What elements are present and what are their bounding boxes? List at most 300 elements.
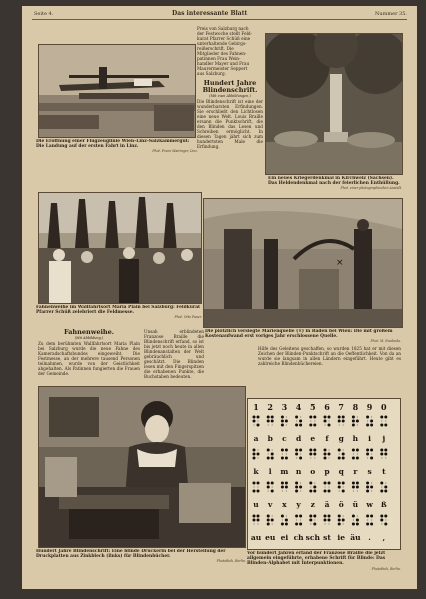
braille-dot: [271, 482, 274, 485]
braille-dot: [285, 457, 288, 460]
braille-cell: [253, 515, 260, 525]
braille-dot: [271, 519, 274, 522]
braille-dot: [271, 416, 274, 419]
braille-dot: [267, 449, 270, 452]
braille-dot: [310, 486, 311, 487]
braille-dot: [338, 482, 341, 485]
braille-cell: [366, 449, 373, 460]
braille-cell: [380, 416, 387, 427]
braille-dot: [384, 490, 387, 493]
braille-dot: [380, 449, 383, 452]
braille-cell: [352, 515, 359, 526]
braille-dot: [356, 482, 359, 485]
braille-dot: [328, 449, 329, 450]
braille-dot: [339, 453, 340, 454]
page-header: [22, 6, 417, 20]
braille-letter-label: h: [352, 434, 359, 443]
braille-dot: [371, 490, 372, 491]
braille-dot: [342, 416, 345, 419]
braille-dot: [257, 424, 260, 427]
braille-dot: [309, 453, 312, 456]
braille-dot: [253, 420, 256, 423]
braille-dot: [357, 424, 358, 425]
braille-dot: [295, 486, 298, 489]
braille-dot: [371, 482, 372, 483]
memorial-photo: [265, 33, 403, 175]
braille-dot: [295, 490, 298, 493]
braille-dot: [352, 482, 355, 485]
braille-dot: [281, 420, 284, 423]
braille-dot: [367, 420, 368, 421]
braille-digit-label: 0: [381, 402, 387, 412]
braille-cell: [281, 449, 288, 460]
braille-dot: [366, 515, 369, 518]
braille-dot: [367, 519, 368, 520]
braille-letter-label: v: [268, 500, 273, 509]
braille-dot: [342, 420, 345, 423]
braille-digit-label: 9: [366, 402, 373, 412]
braille-dot: [268, 424, 269, 425]
braille-digit-label: 1: [253, 402, 259, 412]
braille-dot: [309, 490, 312, 493]
marienquelle-caption: Die plötzlich versiegte Marienquelle (×) in Baden bei Wien: Die mit großem Kostenaufwand erst voriges Jahr erschlossene Quelle. Phot. M. Swoboda.: [205, 329, 401, 343]
braille-dot: [257, 486, 258, 487]
braille-dot: [356, 457, 359, 460]
braille-dot: [309, 515, 312, 518]
braille-cell: [324, 482, 331, 493]
braille-dot: [371, 519, 372, 520]
braille-dot: [286, 424, 287, 425]
braille-cell: [309, 416, 316, 427]
braille-digit-label: 6: [324, 402, 330, 412]
braille-dot: [295, 424, 298, 427]
braille-dot: [343, 515, 344, 516]
braille-dot: [313, 449, 316, 452]
braille-dot: [353, 519, 354, 520]
procession-caption: Fahnenweihe im Wallfahrtsort Maria Plain bei Salzburg: Feldkurat Pfarrer Schüß zelebriert die Feldmesse. Phot. Otto Pauer.: [36, 305, 202, 320]
braille-dot: [366, 482, 369, 485]
braille-cell: [352, 482, 359, 492]
braille-dot: [257, 420, 258, 421]
braille-dot: [324, 449, 327, 452]
braille-dot: [313, 515, 316, 518]
braille-digit-label: 8: [352, 402, 359, 412]
braille-letter-label: c: [282, 434, 287, 443]
braille-dot: [257, 457, 258, 458]
publication-title: Das interessante Blatt: [172, 10, 248, 17]
braille-dot: [257, 449, 258, 450]
braille-dot: [342, 490, 345, 493]
braille-cell: [366, 416, 373, 427]
braille-dot: [328, 486, 329, 487]
page-number: Seite 4.: [34, 11, 54, 17]
braille-dot: [253, 515, 256, 518]
braille-dot: [271, 453, 274, 456]
braille-dot: [328, 490, 331, 493]
braille-cell: [295, 482, 302, 493]
braille-dot: [385, 519, 386, 520]
braille-dot: [271, 490, 274, 493]
braille-dot: [338, 515, 341, 518]
braille-dot: [338, 416, 341, 419]
memorial-caption: Ein neues Kriegerdenkmal in Kirchweiz (Sachsen). Das Heldendenkmal nach der feierlichen Enthüllung. Phot. einer photographischen Anstalt.: [268, 176, 402, 191]
braille-dot: [309, 449, 312, 452]
braille-chart-svg: [248, 399, 400, 549]
braille-dot: [299, 424, 302, 427]
braille-dot: [353, 490, 354, 491]
braille-dot: [324, 490, 327, 493]
braille-dot: [267, 519, 270, 522]
braille-dot: [343, 486, 344, 487]
braille-dot: [314, 420, 315, 421]
braille-dot: [253, 490, 256, 493]
braille-dot: [295, 523, 298, 526]
braille-dot: [285, 449, 288, 452]
braille-dot: [338, 523, 341, 526]
braille-dot: [286, 515, 287, 516]
braille-dot: [366, 449, 369, 452]
braille-dot: [357, 515, 358, 516]
braille-letter-label: st: [323, 533, 331, 542]
braille-dot: [253, 523, 254, 524]
braille-letter-label: eu: [265, 533, 276, 542]
braille-dot: [357, 490, 358, 491]
braille-dot: [328, 416, 331, 419]
braille-letter-label: .: [368, 533, 371, 542]
braille-dot: [352, 449, 355, 452]
braille-dot: [309, 519, 312, 522]
braille-dot: [299, 486, 302, 489]
braille-dot: [384, 515, 387, 518]
braille-dot: [324, 486, 325, 487]
braille-dot: [357, 453, 358, 454]
braille-letter-label: ch: [293, 533, 304, 542]
braille-dot: [267, 486, 270, 489]
braille-dot: [281, 449, 284, 452]
braille-cell: [352, 449, 359, 460]
braille-dot: [309, 482, 312, 485]
braille-dot: [257, 490, 260, 493]
braille-dot: [324, 523, 325, 524]
braille-dot: [314, 519, 315, 520]
braille-letter-label: k: [253, 467, 259, 476]
braille-dot: [285, 519, 288, 522]
braille-dot: [253, 449, 256, 452]
braille-letter-label: sch: [305, 533, 320, 542]
braille-cell: [309, 482, 316, 493]
braille-letter-label: w: [366, 500, 373, 509]
braille-cell: [281, 482, 288, 492]
braille-dot: [257, 416, 260, 419]
braille-dot: [299, 449, 302, 452]
braille-cell: [267, 515, 274, 526]
braille-dot: [356, 519, 359, 522]
braille-text-column: Unsah erblindeten Franzose Braille die Blindenschrift erfand, so ist bis jetzt noch heute in allen Blindenanstalten der Welt gebräuchlich und geschätzt. Die Blinden lesen mit den Fingerspitzen die erhabenen Punkte, die Buchstaben bedeuten.: [144, 329, 204, 379]
braille-letter-label: ö: [338, 500, 344, 509]
braille-dot: [366, 490, 369, 493]
header-rule: [32, 19, 407, 20]
braille-letter-label: e: [310, 434, 316, 443]
braille-dot: [370, 424, 373, 427]
braille-dot: [352, 486, 355, 489]
braille-dot: [295, 515, 298, 518]
braille-dot: [300, 482, 301, 483]
braille-dot: [257, 515, 260, 518]
braille-cell: [253, 482, 260, 493]
braille-dot: [296, 420, 297, 421]
braille-cell: [309, 515, 316, 526]
braille-dot: [384, 486, 387, 489]
braille-dot: [282, 490, 283, 491]
braille-dot: [281, 523, 284, 526]
braille-dot: [338, 457, 341, 460]
braille-dot: [328, 457, 329, 458]
braille-dot: [313, 486, 316, 489]
braille-dot: [371, 453, 372, 454]
braille-cell: [324, 515, 331, 525]
braille-dot: [300, 416, 301, 417]
braille-digit-label: 4: [295, 402, 302, 412]
braille-dot: [352, 424, 355, 427]
braille-dot: [328, 453, 331, 456]
braille-cell: [253, 449, 260, 460]
braille-letter-label: l: [268, 467, 272, 476]
braille-dot: [324, 457, 327, 460]
braille-dot: [342, 453, 345, 456]
braille-dot: [328, 523, 329, 524]
braille-dot: [257, 453, 260, 456]
braille-letter-label: z: [310, 500, 315, 509]
braille-dot: [381, 457, 382, 458]
braille-dot: [272, 515, 273, 516]
braille-dot: [286, 416, 287, 417]
braille-cell: [338, 482, 345, 493]
braille-letter-label: u: [253, 500, 259, 509]
top-text-column: Preis von Salzburg nach der Festwoche stellt Feld- kurat Pfarrer Schüß eine unterhaltende Gebirgs- reißerschrift. Die Mitglieder des Fahnen- patinnen Frau Wein- handler Mayer und Frau Maurermeister Seppert aus Salzburg. Hundert Jahre Blindenschrift. (Mit zwei Abbildungen.) Die Blindenschrift ist eine der wunderbarsten Erfindungen. Sie erschließt den Lichtlosen eine neue Welt. Louis Braille ersann die Punktschrift, die den Blinden das Lesen und Schreiben ermöglicht. In diesen Tagen jährt sich zum hundertsten Male die Erfindung.: [197, 26, 263, 149]
braille-cell: [338, 416, 345, 426]
braille-dot: [299, 457, 302, 460]
braille-letter-label: äu: [350, 533, 361, 542]
braille-letter-label: ß: [380, 500, 387, 509]
braille-dot: [328, 420, 329, 421]
braille-cell: [267, 416, 274, 426]
braille-dot: [300, 490, 301, 491]
braille-dot: [342, 482, 345, 485]
braille-cell: [281, 515, 288, 526]
braille-dot: [271, 457, 274, 460]
braille-dot: [272, 424, 273, 425]
braille-dot: [268, 490, 269, 491]
braille-dot: [370, 420, 373, 423]
braille-dot: [281, 482, 284, 485]
braille-dot: [370, 457, 373, 460]
braille-dot: [286, 453, 287, 454]
braille-dot: [268, 453, 269, 454]
braille-dot: [384, 424, 387, 427]
braille-letter-label: ü: [352, 500, 359, 509]
braille-cell: [309, 449, 316, 459]
braille-digit-label: 3: [281, 402, 288, 412]
braille-caption: Vor hundert Jahren erfand der Franzose Braille die jetzt allgemein eingeführte, erhabene Schrift für Blinde: Das Blinden-Alphabet mit Interpunktionen. Photothek, Berlin.: [247, 551, 401, 571]
braille-dot: [310, 523, 311, 524]
braille-alphabet-chart: [247, 398, 401, 550]
braille-dot: [253, 482, 256, 485]
issue-number: Nummer 35.: [375, 11, 407, 17]
braille-cell: [267, 482, 274, 493]
braille-dot: [313, 424, 316, 427]
braille-dot: [381, 486, 382, 487]
braille-dot: [385, 420, 386, 421]
braille-dot: [353, 453, 354, 454]
braille-letter-label: j: [382, 434, 386, 443]
braille-dot: [370, 486, 373, 489]
braille-dot: [309, 424, 312, 427]
braille-letter-label: s: [367, 467, 372, 476]
braille-dot: [342, 457, 345, 460]
braille-cell: [366, 482, 373, 493]
braille-letter-label: a: [253, 434, 259, 443]
braille-letter-label: au: [250, 533, 262, 542]
braille-dot: [338, 519, 341, 522]
braille-dot: [370, 523, 373, 526]
braille-dot: [366, 486, 369, 489]
braille-cell: [295, 515, 302, 526]
braille-dot: [324, 424, 325, 425]
braille-dot: [352, 420, 355, 423]
braille-letter-label: t: [382, 467, 386, 476]
braille-dot: [343, 424, 344, 425]
braille-dot: [385, 457, 386, 458]
braille-letter-label: m: [280, 467, 289, 476]
braille-dot: [295, 482, 298, 485]
braille-dot: [267, 515, 270, 518]
braille-dot: [384, 416, 387, 419]
braille-dot: [352, 457, 355, 460]
braille-dot: [310, 457, 311, 458]
marienquelle-photo: [203, 198, 403, 328]
braille-cell: [295, 449, 302, 460]
braille-letter-label: q: [338, 467, 344, 476]
braille-dot: [352, 523, 355, 526]
braille-letter-label: o: [310, 467, 316, 476]
procession-photo: [38, 192, 202, 304]
braille-dot: [338, 420, 341, 423]
braille-dot: [324, 482, 327, 485]
braille-dot: [357, 416, 358, 417]
braille-cell: [281, 416, 288, 427]
braille-cell: [267, 449, 274, 460]
braille-dot: [282, 453, 283, 454]
braille-dot: [257, 523, 258, 524]
braille-dot: [257, 482, 260, 485]
braille-letter-label: n: [295, 467, 302, 476]
braille-dot: [295, 453, 298, 456]
braille-dot: [300, 453, 301, 454]
braille-letter-label: ,: [382, 533, 386, 542]
braille-letter-label: g: [338, 434, 344, 443]
braille-letter-label: d: [295, 434, 302, 443]
braille-dot: [286, 490, 287, 491]
braille-dot: [281, 486, 284, 489]
braille-text-right: Hilfe des Geleitens geschaffen, so wurden 1825 hat er mit diesen Zeichen der Blinden-Punktschrift an die Oeffentlichkeit. Von da an wurde sie langsam in allen Ländern eingeführt. Heute gibt es zahlreiche Blindenbüchereien.: [258, 346, 401, 366]
braille-dot: [381, 523, 382, 524]
braille-dot: [281, 457, 284, 460]
braille-cell: [380, 515, 387, 526]
braille-letter-label: f: [325, 434, 329, 443]
braille-dot: [380, 416, 383, 419]
braille-dot: [381, 420, 382, 421]
braille-dot: [380, 424, 383, 427]
braille-dot: [267, 457, 270, 460]
fahnenweihe-article: Fahnenweihe. (Mit Abbildung.) Zu dem berühmten Wallfahrtsort Maria Plain bei Salzburg wurde die neue Fahne des Kameradschaftsbundes eingeweiht. Die Festmesse, an der mehrere tausend Personen teilnahmen, wurde von der Geistlichkeit abgehalten. Als Patinnen fungierten die Frauen der Gemeinde.: [38, 329, 140, 376]
braille-dot: [356, 449, 359, 452]
braille-cell: [380, 449, 387, 459]
braille-dot: [367, 457, 368, 458]
braille-dot: [366, 416, 369, 419]
braille-letter-label: b: [267, 434, 273, 443]
braille-dot: [253, 457, 256, 460]
braille-digit-label: 5: [310, 402, 316, 412]
braille-dot: [370, 515, 373, 518]
braille-dot: [253, 519, 256, 522]
braille-dot: [257, 519, 260, 522]
braille-dot: [253, 416, 256, 419]
braille-dot: [380, 519, 383, 522]
braille-dot: [281, 416, 284, 419]
braille-cell: [366, 515, 373, 526]
braille-dot: [328, 424, 331, 427]
braille-dot: [343, 523, 344, 524]
braille-dot: [338, 486, 341, 489]
braille-dot: [342, 519, 345, 522]
braille-dot: [328, 482, 331, 485]
svg-text:×: ×: [336, 258, 344, 268]
braille-dot: [338, 449, 341, 452]
braille-dot: [296, 519, 297, 520]
braille-dot: [324, 519, 327, 522]
braille-dot: [313, 453, 316, 456]
blind-printer-caption: Hundert Jahre Blindenschrift: Eine blinde Druckerin bei der Herstellung der Druckplatten aus Zinkblech (links) für Blindenbücher. Photothek, Berlin.: [36, 549, 246, 564]
braille-dot: [366, 424, 369, 427]
braille-letter-label: r: [353, 467, 358, 476]
braille-dot: [300, 519, 301, 520]
braille-dot: [285, 482, 288, 485]
seaplane-caption: Die Eröffnung einer Flugzeuglinie Wien–Linz–Salzkammergut: Die Landung auf der ersten Fahrt in Linz. Phot. Franz Mairinger, Linz.: [36, 139, 198, 154]
braille-cell: [338, 449, 345, 460]
braille-dot: [281, 424, 284, 427]
braille-dot: [271, 420, 274, 423]
braille-letter-label: i: [368, 434, 372, 443]
braille-dot: [285, 486, 288, 489]
braille-digit-label: 2: [267, 402, 273, 412]
braille-cell: [295, 416, 302, 427]
braille-dot: [380, 482, 383, 485]
braille-dot: [324, 416, 327, 419]
braille-dot: [310, 420, 311, 421]
braille-cell: [253, 416, 260, 427]
braille-dot: [366, 453, 369, 456]
braille-dot: [314, 457, 315, 458]
braille-dot: [281, 515, 284, 518]
braille-dot: [267, 523, 270, 526]
braille-dot: [299, 420, 302, 423]
braille-letter-label: ei: [280, 533, 289, 542]
braille-dot: [324, 453, 327, 456]
braille-dot: [384, 453, 387, 456]
braille-dot: [313, 416, 316, 419]
braille-dot: [339, 490, 340, 491]
braille-dot: [356, 420, 359, 423]
